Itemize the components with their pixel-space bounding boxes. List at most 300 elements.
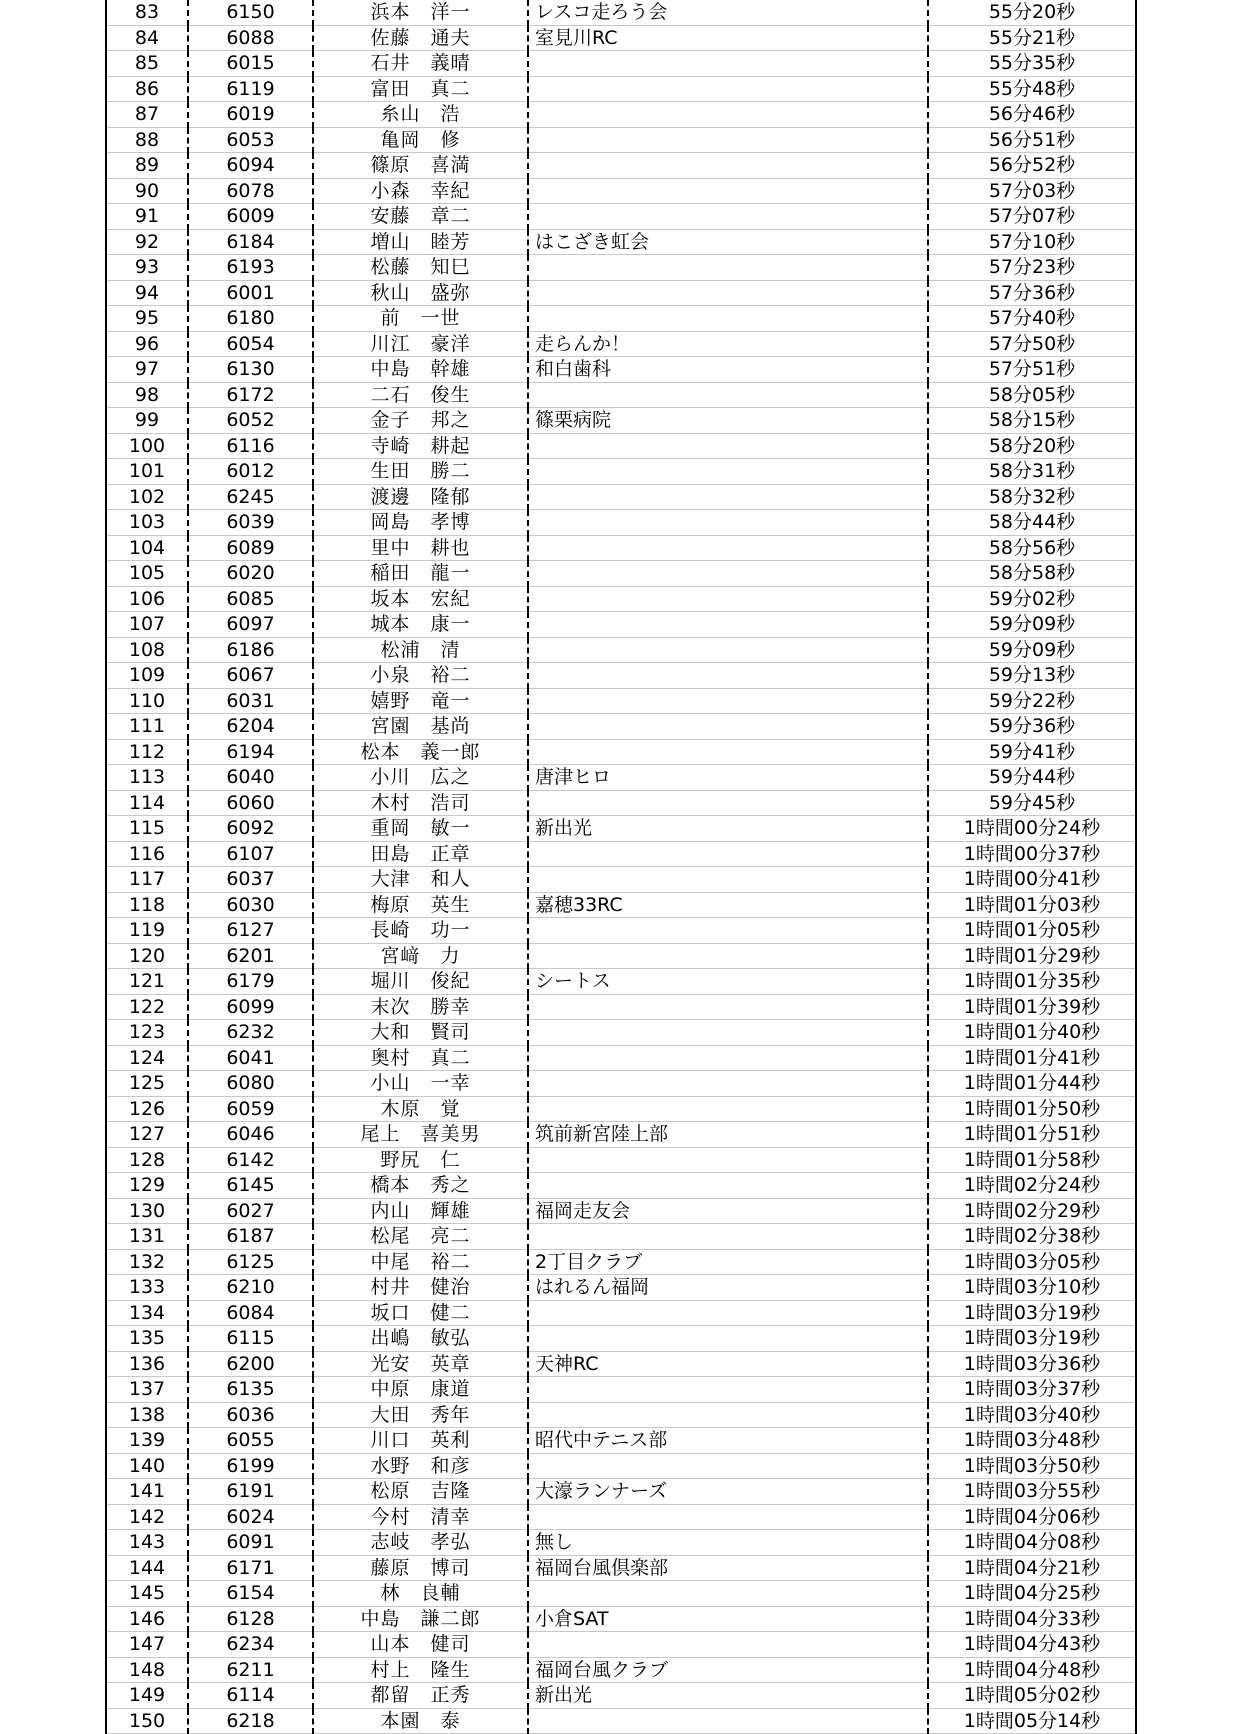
finish-time-cell: 1時間03分50秒: [928, 1453, 1136, 1479]
table-row: [106, 1071, 1136, 1097]
rank-cell: 125: [106, 1071, 188, 1097]
table-row: [106, 535, 1136, 561]
table-row: [106, 357, 1136, 383]
finish-time-cell: 1時間03分19秒: [928, 1326, 1136, 1352]
table-row: [106, 1428, 1136, 1454]
table-row: [106, 1657, 1136, 1683]
table-row: [106, 663, 1136, 689]
finish-time-cell: 1時間01分03秒: [928, 892, 1136, 918]
team-cell: 無し: [528, 1530, 928, 1556]
team-cell: [528, 1402, 928, 1428]
runner-name-cell: 尾上 喜美男: [313, 1122, 528, 1148]
runner-name-cell: 村上 隆生: [313, 1657, 528, 1683]
table-row: [106, 178, 1136, 204]
team-cell: [528, 1377, 928, 1403]
finish-time-cell: 55分35秒: [928, 51, 1136, 77]
finish-time-cell: 57分10秒: [928, 229, 1136, 255]
finish-time-cell: 1時間04分33秒: [928, 1606, 1136, 1632]
finish-time-cell: 58分15秒: [928, 408, 1136, 434]
rank-cell: 113: [106, 765, 188, 791]
team-cell: [528, 943, 928, 969]
runner-name-cell: 奥村 真二: [313, 1045, 528, 1071]
rank-cell: 144: [106, 1555, 188, 1581]
finish-time-cell: 1時間02分38秒: [928, 1224, 1136, 1250]
team-cell: [528, 1224, 928, 1250]
table-row: [106, 688, 1136, 714]
runner-name-cell: 佐藤 通夫: [313, 25, 528, 51]
finish-time-cell: 59分13秒: [928, 663, 1136, 689]
team-cell: [528, 714, 928, 740]
finish-time-cell: 1時間01分44秒: [928, 1071, 1136, 1097]
table-row: [106, 994, 1136, 1020]
team-cell: 新出光: [528, 816, 928, 842]
rank-cell: 104: [106, 535, 188, 561]
bib-number-cell: 6150: [188, 0, 313, 25]
finish-time-cell: 58分44秒: [928, 510, 1136, 536]
runner-name-cell: 大田 秀年: [313, 1402, 528, 1428]
team-cell: [528, 433, 928, 459]
table-row: [106, 1275, 1136, 1301]
rank-cell: 149: [106, 1683, 188, 1709]
bib-number-cell: 6078: [188, 178, 313, 204]
table-row: [106, 382, 1136, 408]
rank-cell: 111: [106, 714, 188, 740]
rank-cell: 106: [106, 586, 188, 612]
finish-time-cell: 57分51秒: [928, 357, 1136, 383]
finish-time-cell: 58分58秒: [928, 561, 1136, 587]
bib-number-cell: 6218: [188, 1708, 313, 1734]
bib-number-cell: 6119: [188, 76, 313, 102]
bib-number-cell: 6145: [188, 1173, 313, 1199]
bib-number-cell: 6053: [188, 127, 313, 153]
table-row: [106, 1326, 1136, 1352]
finish-time-cell: 59分02秒: [928, 586, 1136, 612]
finish-time-cell: 57分03秒: [928, 178, 1136, 204]
finish-time-cell: 1時間05分14秒: [928, 1708, 1136, 1734]
runner-name-cell: 出嶋 敏弘: [313, 1326, 528, 1352]
rank-cell: 91: [106, 204, 188, 230]
finish-time-cell: 1時間04分08秒: [928, 1530, 1136, 1556]
runner-name-cell: 亀岡 修: [313, 127, 528, 153]
team-cell: [528, 51, 928, 77]
bib-number-cell: 6019: [188, 102, 313, 128]
runner-name-cell: 増山 睦芳: [313, 229, 528, 255]
finish-time-cell: 57分23秒: [928, 255, 1136, 281]
finish-time-cell: 1時間04分21秒: [928, 1555, 1136, 1581]
team-cell: [528, 1045, 928, 1071]
table-row: [106, 867, 1136, 893]
finish-time-cell: 59分22秒: [928, 688, 1136, 714]
runner-name-cell: 本園 泰: [313, 1708, 528, 1734]
table-row: [106, 1606, 1136, 1632]
runner-name-cell: 中原 康道: [313, 1377, 528, 1403]
runner-name-cell: 中島 謙二郎: [313, 1606, 528, 1632]
finish-time-cell: 1時間03分55秒: [928, 1479, 1136, 1505]
finish-time-cell: 56分52秒: [928, 153, 1136, 179]
table-row: [106, 1581, 1136, 1607]
runner-name-cell: 志岐 孝弘: [313, 1530, 528, 1556]
bib-number-cell: 6179: [188, 969, 313, 995]
table-row: [106, 943, 1136, 969]
finish-time-cell: 1時間00分41秒: [928, 867, 1136, 893]
bib-number-cell: 6084: [188, 1300, 313, 1326]
table-row: [106, 153, 1136, 179]
finish-time-cell: 1時間01分29秒: [928, 943, 1136, 969]
finish-time-cell: 55分21秒: [928, 25, 1136, 51]
runner-name-cell: 光安 英章: [313, 1351, 528, 1377]
rank-cell: 98: [106, 382, 188, 408]
runner-name-cell: 藤原 博司: [313, 1555, 528, 1581]
team-cell: 室見川RC: [528, 25, 928, 51]
finish-time-cell: 57分50秒: [928, 331, 1136, 357]
team-cell: 筑前新宮陸上部: [528, 1122, 928, 1148]
rank-cell: 138: [106, 1402, 188, 1428]
team-cell: [528, 1173, 928, 1199]
team-cell: 和白歯科: [528, 357, 928, 383]
runner-name-cell: 寺崎 耕起: [313, 433, 528, 459]
table-row: [106, 816, 1136, 842]
team-cell: レスコ走ろう会: [528, 0, 928, 25]
runner-name-cell: 小川 広之: [313, 765, 528, 791]
bib-number-cell: 6037: [188, 867, 313, 893]
team-cell: 篠栗病院: [528, 408, 928, 434]
runner-name-cell: 川口 英利: [313, 1428, 528, 1454]
rank-cell: 132: [106, 1249, 188, 1275]
finish-time-cell: 59分36秒: [928, 714, 1136, 740]
bib-number-cell: 6094: [188, 153, 313, 179]
rank-cell: 119: [106, 918, 188, 944]
team-cell: [528, 204, 928, 230]
team-cell: 昭代中テニス部: [528, 1428, 928, 1454]
finish-time-cell: 1時間01分39秒: [928, 994, 1136, 1020]
rank-cell: 103: [106, 510, 188, 536]
bib-number-cell: 6009: [188, 204, 313, 230]
bib-number-cell: 6234: [188, 1632, 313, 1658]
table-row: [106, 1173, 1136, 1199]
team-cell: [528, 918, 928, 944]
runner-name-cell: 松原 吉隆: [313, 1479, 528, 1505]
bib-number-cell: 6184: [188, 229, 313, 255]
table-row: [106, 1300, 1136, 1326]
bib-number-cell: 6125: [188, 1249, 313, 1275]
bib-number-cell: 6036: [188, 1402, 313, 1428]
rank-cell: 112: [106, 739, 188, 765]
rank-cell: 90: [106, 178, 188, 204]
table-row: [106, 714, 1136, 740]
table-row: [106, 1632, 1136, 1658]
bib-number-cell: 6154: [188, 1581, 313, 1607]
runner-name-cell: 大和 賢司: [313, 1020, 528, 1046]
runner-name-cell: 浜本 洋一: [313, 0, 528, 25]
finish-time-cell: 1時間01分40秒: [928, 1020, 1136, 1046]
table-row: [106, 0, 1136, 25]
results-body: [106, 0, 1136, 1734]
finish-time-cell: 58分56秒: [928, 535, 1136, 561]
team-cell: [528, 1708, 928, 1734]
bib-number-cell: 6030: [188, 892, 313, 918]
team-cell: 福岡台風クラブ: [528, 1657, 928, 1683]
rank-cell: 100: [106, 433, 188, 459]
team-cell: [528, 1020, 928, 1046]
team-cell: 走らんか！: [528, 331, 928, 357]
team-cell: 福岡台風倶楽部: [528, 1555, 928, 1581]
team-cell: [528, 306, 928, 332]
runner-name-cell: 大津 和人: [313, 867, 528, 893]
runner-name-cell: 川江 豪洋: [313, 331, 528, 357]
bib-number-cell: 6186: [188, 637, 313, 663]
bib-number-cell: 6200: [188, 1351, 313, 1377]
runner-name-cell: 渡邊 隆郁: [313, 484, 528, 510]
bib-number-cell: 6027: [188, 1198, 313, 1224]
finish-time-cell: 59分45秒: [928, 790, 1136, 816]
bib-number-cell: 6054: [188, 331, 313, 357]
team-cell: 新出光: [528, 1683, 928, 1709]
table-row: [106, 331, 1136, 357]
finish-time-cell: 59分09秒: [928, 637, 1136, 663]
rank-cell: 105: [106, 561, 188, 587]
rank-cell: 142: [106, 1504, 188, 1530]
table-row: [106, 102, 1136, 128]
table-row: [106, 280, 1136, 306]
finish-time-cell: 1時間04分43秒: [928, 1632, 1136, 1658]
rank-cell: 139: [106, 1428, 188, 1454]
bib-number-cell: 6204: [188, 714, 313, 740]
finish-time-cell: 58分05秒: [928, 382, 1136, 408]
rank-cell: 86: [106, 76, 188, 102]
table-row: [106, 1504, 1136, 1530]
rank-cell: 96: [106, 331, 188, 357]
team-cell: [528, 790, 928, 816]
team-cell: はれるん福岡: [528, 1275, 928, 1301]
runner-name-cell: 小森 幸紀: [313, 178, 528, 204]
team-cell: [528, 561, 928, 587]
bib-number-cell: 6171: [188, 1555, 313, 1581]
runner-name-cell: 城本 康一: [313, 612, 528, 638]
runner-name-cell: 木原 覚: [313, 1096, 528, 1122]
bib-number-cell: 6092: [188, 816, 313, 842]
bib-number-cell: 6041: [188, 1045, 313, 1071]
runner-name-cell: 坂本 宏紀: [313, 586, 528, 612]
runner-name-cell: 宮園 基尚: [313, 714, 528, 740]
table-row: [106, 408, 1136, 434]
team-cell: [528, 612, 928, 638]
bib-number-cell: 6012: [188, 459, 313, 485]
table-row: [106, 459, 1136, 485]
bib-number-cell: 6142: [188, 1147, 313, 1173]
team-cell: [528, 867, 928, 893]
table-row: [106, 918, 1136, 944]
runner-name-cell: 梅原 英生: [313, 892, 528, 918]
table-row: [106, 1045, 1136, 1071]
bib-number-cell: 6088: [188, 25, 313, 51]
table-row: [106, 510, 1136, 536]
rank-cell: 122: [106, 994, 188, 1020]
bib-number-cell: 6015: [188, 51, 313, 77]
runner-name-cell: 中尾 裕二: [313, 1249, 528, 1275]
finish-time-cell: 56分46秒: [928, 102, 1136, 128]
bib-number-cell: 6080: [188, 1071, 313, 1097]
runner-name-cell: 富田 真二: [313, 76, 528, 102]
rank-cell: 107: [106, 612, 188, 638]
runner-name-cell: 篠原 喜満: [313, 153, 528, 179]
table-row: [106, 1479, 1136, 1505]
table-row: [106, 1683, 1136, 1709]
rank-cell: 134: [106, 1300, 188, 1326]
bib-number-cell: 6191: [188, 1479, 313, 1505]
runner-name-cell: 松本 義一郎: [313, 739, 528, 765]
table-row: [106, 484, 1136, 510]
table-row: [106, 765, 1136, 791]
finish-time-cell: 55分48秒: [928, 76, 1136, 102]
rank-cell: 115: [106, 816, 188, 842]
runner-name-cell: 小山 一幸: [313, 1071, 528, 1097]
table-row: [106, 586, 1136, 612]
table-row: [106, 51, 1136, 77]
bib-number-cell: 6180: [188, 306, 313, 332]
runner-name-cell: 石井 義晴: [313, 51, 528, 77]
team-cell: 嘉穂33RC: [528, 892, 928, 918]
runner-name-cell: 前 一世: [313, 306, 528, 332]
bib-number-cell: 6187: [188, 1224, 313, 1250]
team-cell: 2丁目クラブ: [528, 1249, 928, 1275]
runner-name-cell: 都留 正秀: [313, 1683, 528, 1709]
team-cell: [528, 1453, 928, 1479]
runner-name-cell: 宮﨑 力: [313, 943, 528, 969]
bib-number-cell: 6039: [188, 510, 313, 536]
finish-time-cell: 1時間03分36秒: [928, 1351, 1136, 1377]
rank-cell: 128: [106, 1147, 188, 1173]
table-row: [106, 790, 1136, 816]
bib-number-cell: 6055: [188, 1428, 313, 1454]
bib-number-cell: 6232: [188, 1020, 313, 1046]
finish-time-cell: 56分51秒: [928, 127, 1136, 153]
bib-number-cell: 6059: [188, 1096, 313, 1122]
results-table: [105, 0, 1137, 1734]
bib-number-cell: 6046: [188, 1122, 313, 1148]
rank-cell: 133: [106, 1275, 188, 1301]
finish-time-cell: 1時間02分29秒: [928, 1198, 1136, 1224]
runner-name-cell: 安藤 章二: [313, 204, 528, 230]
runner-name-cell: 橋本 秀之: [313, 1173, 528, 1199]
rank-cell: 87: [106, 102, 188, 128]
rank-cell: 93: [106, 255, 188, 281]
rank-cell: 108: [106, 637, 188, 663]
bib-number-cell: 6211: [188, 1657, 313, 1683]
rank-cell: 110: [106, 688, 188, 714]
rank-cell: 124: [106, 1045, 188, 1071]
finish-time-cell: 1時間05分02秒: [928, 1683, 1136, 1709]
runner-name-cell: 末次 勝幸: [313, 994, 528, 1020]
rank-cell: 135: [106, 1326, 188, 1352]
finish-time-cell: 1時間00分37秒: [928, 841, 1136, 867]
bib-number-cell: 6107: [188, 841, 313, 867]
finish-time-cell: 1時間01分51秒: [928, 1122, 1136, 1148]
runner-name-cell: 田島 正章: [313, 841, 528, 867]
team-cell: [528, 459, 928, 485]
rank-cell: 120: [106, 943, 188, 969]
team-cell: [528, 510, 928, 536]
runner-name-cell: 松尾 亮二: [313, 1224, 528, 1250]
finish-time-cell: 59分09秒: [928, 612, 1136, 638]
rank-cell: 137: [106, 1377, 188, 1403]
finish-time-cell: 1時間04分25秒: [928, 1581, 1136, 1607]
team-cell: [528, 841, 928, 867]
rank-cell: 136: [106, 1351, 188, 1377]
team-cell: [528, 102, 928, 128]
finish-time-cell: 1時間03分37秒: [928, 1377, 1136, 1403]
table-row: [106, 561, 1136, 587]
team-cell: [528, 1300, 928, 1326]
runner-name-cell: 野尻 仁: [313, 1147, 528, 1173]
rank-cell: 146: [106, 1606, 188, 1632]
finish-time-cell: 1時間03分19秒: [928, 1300, 1136, 1326]
runner-name-cell: 松藤 知巳: [313, 255, 528, 281]
runner-name-cell: 内山 輝雄: [313, 1198, 528, 1224]
rank-cell: 121: [106, 969, 188, 995]
runner-name-cell: 長崎 功一: [313, 918, 528, 944]
finish-time-cell: 57分40秒: [928, 306, 1136, 332]
finish-time-cell: 1時間01分50秒: [928, 1096, 1136, 1122]
table-row: [106, 969, 1136, 995]
runner-name-cell: 金子 邦之: [313, 408, 528, 434]
runner-name-cell: 松浦 清: [313, 637, 528, 663]
table-row: [106, 1249, 1136, 1275]
runner-name-cell: 小泉 裕二: [313, 663, 528, 689]
finish-time-cell: 1時間01分05秒: [928, 918, 1136, 944]
runner-name-cell: 重岡 敏一: [313, 816, 528, 842]
table-row: [106, 433, 1136, 459]
runner-name-cell: 岡島 孝博: [313, 510, 528, 536]
bib-number-cell: 6114: [188, 1683, 313, 1709]
rank-cell: 131: [106, 1224, 188, 1250]
team-cell: [528, 535, 928, 561]
table-row: [106, 255, 1136, 281]
runner-name-cell: 堀川 俊紀: [313, 969, 528, 995]
finish-time-cell: 57分07秒: [928, 204, 1136, 230]
bib-number-cell: 6128: [188, 1606, 313, 1632]
finish-time-cell: 1時間03分10秒: [928, 1275, 1136, 1301]
rank-cell: 143: [106, 1530, 188, 1556]
team-cell: はこざき虹会: [528, 229, 928, 255]
team-cell: [528, 153, 928, 179]
rank-cell: 92: [106, 229, 188, 255]
bib-number-cell: 6040: [188, 765, 313, 791]
runner-name-cell: 今村 清幸: [313, 1504, 528, 1530]
rank-cell: 102: [106, 484, 188, 510]
team-cell: [528, 1147, 928, 1173]
finish-time-cell: 59分44秒: [928, 765, 1136, 791]
finish-time-cell: 1時間03分05秒: [928, 1249, 1136, 1275]
finish-time-cell: 1時間01分35秒: [928, 969, 1136, 995]
runner-name-cell: 生田 勝二: [313, 459, 528, 485]
table-row: [106, 25, 1136, 51]
team-cell: [528, 637, 928, 663]
team-cell: [528, 663, 928, 689]
table-row: [106, 1402, 1136, 1428]
runner-name-cell: 村井 健治: [313, 1275, 528, 1301]
rank-cell: 150: [106, 1708, 188, 1734]
bib-number-cell: 6172: [188, 382, 313, 408]
rank-cell: 88: [106, 127, 188, 153]
rank-cell: 147: [106, 1632, 188, 1658]
bib-number-cell: 6130: [188, 357, 313, 383]
bib-number-cell: 6031: [188, 688, 313, 714]
bib-number-cell: 6060: [188, 790, 313, 816]
rank-cell: 118: [106, 892, 188, 918]
finish-time-cell: 1時間00分24秒: [928, 816, 1136, 842]
runner-name-cell: 嬉野 竜一: [313, 688, 528, 714]
bib-number-cell: 6067: [188, 663, 313, 689]
